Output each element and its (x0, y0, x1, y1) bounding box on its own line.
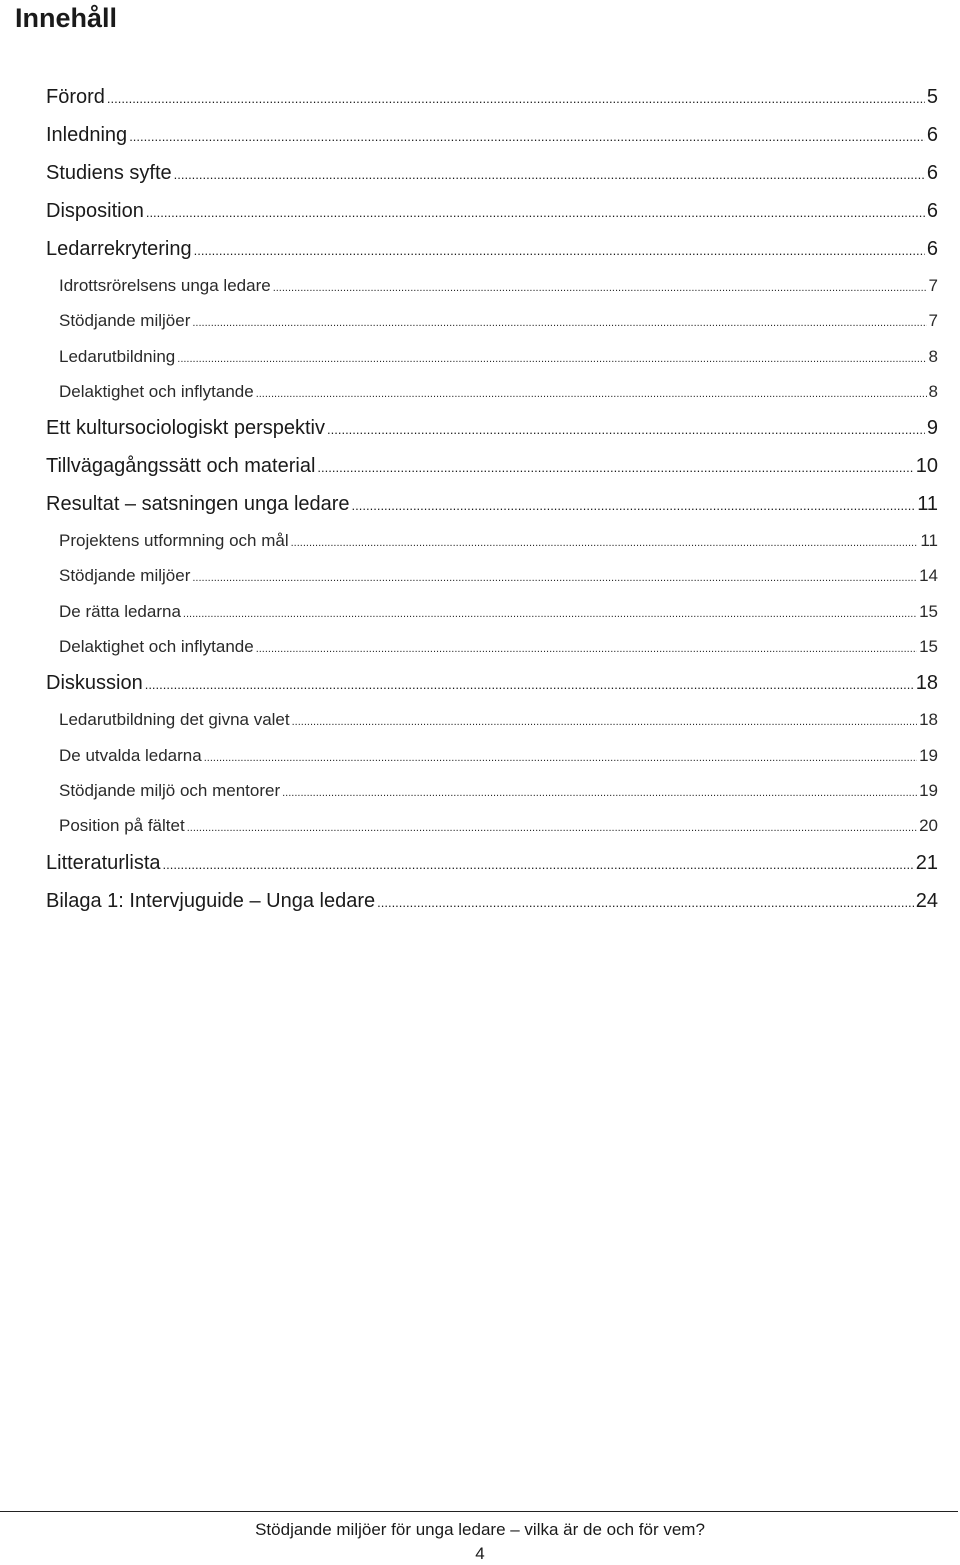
toc-entry[interactable] (46, 409, 938, 447)
toc-entry[interactable] (46, 116, 938, 154)
toc-dot-leader (352, 487, 916, 525)
toc-entry[interactable] (46, 339, 938, 374)
toc-entry-page: 8 (928, 381, 938, 401)
toc-dot-leader (282, 776, 917, 811)
page-title: Innehåll (15, 3, 118, 33)
toc-entry[interactable] (46, 773, 938, 808)
toc-dot-leader (377, 884, 914, 922)
toc-dot-leader (317, 449, 913, 487)
toc-entry[interactable] (46, 303, 938, 338)
toc-entry-label: Resultat – satsningen unga ledare (46, 493, 350, 516)
toc-entry[interactable] (46, 738, 938, 773)
toc-entry-label: Ledarrekrytering (46, 238, 192, 260)
toc-dot-leader (129, 118, 925, 156)
toc-entry-page: 11 (920, 531, 938, 551)
toc-entry-page: 15 (919, 601, 938, 621)
toc-dot-leader (291, 526, 919, 561)
toc-entry[interactable] (46, 78, 938, 116)
toc-dot-leader (183, 597, 917, 632)
toc-dot-leader (204, 741, 917, 776)
toc-dot-leader (256, 377, 927, 412)
toc-entry-page: 20 (919, 816, 938, 836)
toc-entry-label: Förord (46, 86, 105, 108)
toc-entry[interactable] (46, 192, 938, 230)
toc-entry-page: 6 (926, 238, 938, 260)
toc-entry[interactable] (46, 523, 938, 558)
toc-entry-page: 24 (915, 889, 938, 912)
toc-entry-label: Litteraturlista (46, 851, 161, 874)
toc-entry-page: 9 (926, 417, 938, 440)
toc-entry-page: 6 (926, 124, 938, 146)
toc-entry-page: 8 (928, 346, 938, 366)
toc-dot-leader (292, 705, 917, 740)
toc-dot-leader (107, 80, 925, 118)
toc-entry[interactable] (46, 558, 938, 593)
toc-entry-label: Bilaga 1: Intervjuguide – Unga ledare (46, 889, 376, 912)
toc-entry[interactable] (46, 230, 938, 268)
footer-page-number: 4 (475, 1544, 485, 1563)
toc-entry[interactable] (46, 447, 938, 485)
toc-entry[interactable] (46, 154, 938, 192)
toc-dot-leader (146, 194, 925, 232)
toc-entry[interactable] (46, 594, 938, 629)
toc-entry-label: Ledarutbildning det givna valet (59, 710, 290, 730)
toc-entry-label: Projektens utformning och mål (59, 531, 289, 551)
toc-entry-page: 14 (919, 566, 938, 586)
toc-entry[interactable] (46, 268, 938, 303)
toc-entry-page: 6 (926, 200, 938, 222)
toc-dot-leader (192, 561, 917, 596)
toc-entry[interactable] (46, 664, 938, 702)
toc-entry-label: Ett kultursociologiskt perspektiv (46, 417, 326, 440)
toc-dot-leader (145, 666, 914, 704)
toc-entry-page: 18 (919, 710, 938, 730)
toc-entry-label: Ledarutbildning (59, 346, 176, 366)
toc-entry-page: 7 (928, 276, 938, 295)
toc-entry-page: 11 (917, 493, 938, 516)
toc-entry-label: Position på fältet (59, 816, 185, 836)
toc-entry-label: Inledning (46, 124, 128, 146)
toc-entry-label: Stödjande miljöer (59, 566, 191, 586)
toc-entry-label: Stödjande miljöer (59, 311, 191, 331)
toc-entry-page: 10 (915, 455, 938, 478)
toc-dot-leader (256, 632, 917, 667)
toc-entry[interactable] (46, 374, 938, 409)
toc-entry-label: Disposition (46, 200, 144, 222)
footer-title: Stödjande miljöer för unga ledare – vilka är de och för vem? (255, 1520, 705, 1539)
toc-dot-leader (192, 306, 926, 341)
toc-dot-leader (327, 411, 925, 449)
toc-entry-label: Delaktighet och inflytande (59, 637, 254, 657)
footer-divider (0, 1511, 958, 1512)
toc-entry-page: 15 (919, 637, 938, 657)
toc-entry-page: 5 (926, 86, 938, 108)
toc-entry-label: Studiens syfte (46, 162, 172, 184)
toc-entry-page: 18 (915, 672, 938, 695)
toc-dot-leader (163, 846, 914, 884)
toc-entry-label: Diskussion (46, 672, 143, 695)
toc-dot-leader (187, 811, 917, 846)
toc-entry[interactable] (46, 702, 938, 737)
toc-entry-label: De utvalda ledarna (59, 745, 202, 765)
toc-entry-label: De rätta ledarna (59, 601, 181, 621)
toc-entry-page: 6 (926, 162, 938, 184)
toc-dot-leader (194, 232, 925, 270)
toc-entry[interactable] (46, 629, 938, 664)
toc-entry-label: Tillvägagångssätt och material (46, 455, 316, 478)
toc-entry-page: 21 (915, 851, 938, 874)
toc-entry-page: 7 (928, 311, 938, 331)
toc-dot-leader (273, 271, 927, 306)
toc-entry-label: Stödjande miljö och mentorer (59, 780, 281, 800)
toc-entry[interactable] (46, 882, 938, 920)
toc-entry[interactable] (46, 844, 938, 882)
toc-entry-label: Idrottsrörelsens unga ledare (59, 276, 271, 295)
toc-entry[interactable] (46, 485, 938, 523)
table-of-contents (46, 78, 938, 920)
toc-entry[interactable] (46, 808, 938, 843)
toc-entry-page: 19 (919, 780, 938, 800)
toc-dot-leader (177, 342, 926, 377)
toc-dot-leader (174, 156, 925, 194)
toc-entry-page: 19 (919, 745, 938, 765)
toc-entry-label: Delaktighet och inflytande (59, 381, 254, 401)
